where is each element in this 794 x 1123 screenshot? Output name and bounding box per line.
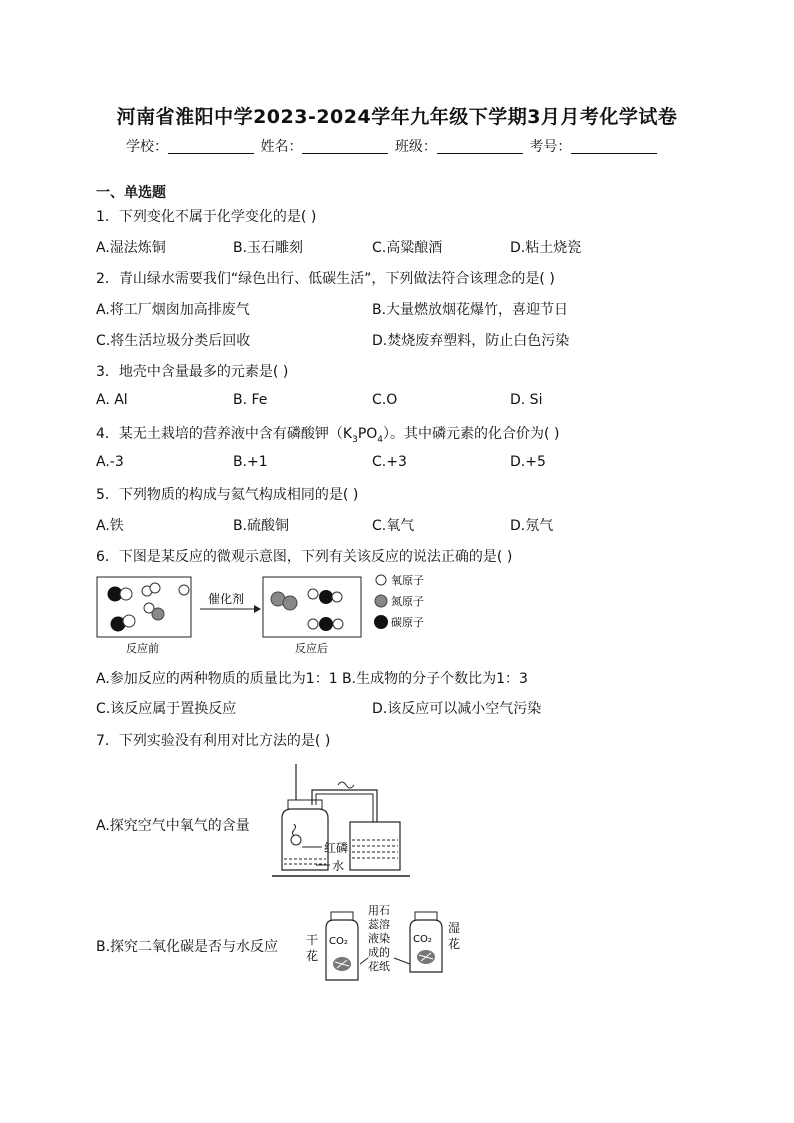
q5-option-c: C.氧气 <box>372 518 415 534</box>
section-heading: 一、单选题 <box>96 185 166 201</box>
reaction-diagram <box>94 572 444 658</box>
q1-option-c: C.高粱酿酒 <box>372 240 443 256</box>
before-label: 反应前 <box>126 642 159 655</box>
q4-option-c: C.+3 <box>372 454 407 470</box>
nitrogen-legend-dot <box>375 595 387 607</box>
wet-flower-label-1: 湿 <box>448 921 461 935</box>
q2-option-c: C.将生活垃圾分类后回收 <box>96 333 251 349</box>
q4-stem-mid: PO <box>357 426 378 442</box>
q3-option-c: C.O <box>372 392 398 408</box>
class-label: 班级： <box>394 139 437 155</box>
school-label: 学校： <box>126 139 168 155</box>
q3-option-b: B. Fe <box>233 392 268 408</box>
q1-stem: 1．下列变化不属于化学变化的是( ) <box>96 209 317 225</box>
q4-sub-4: 4 <box>377 434 384 445</box>
q1-option-b: B.玉石雕刻 <box>233 240 304 256</box>
legend-nitrogen: 氮原子 <box>391 595 424 608</box>
name-label: 姓名： <box>260 139 303 155</box>
svg-text:花纸: 花纸 <box>368 960 390 973</box>
co2-water-apparatus <box>302 902 468 994</box>
legend-carbon: 碳原子 <box>391 616 424 629</box>
q4-option-a: A.-3 <box>96 454 124 470</box>
q3-option-a: A. Al <box>96 392 128 408</box>
dry-flower-label-2: 花 <box>306 949 319 963</box>
q4-stem-post: ）。其中磷元素的化合价为( ) <box>383 426 560 442</box>
school-blank <box>168 139 254 154</box>
oxygen-content-apparatus <box>272 760 412 880</box>
wet-flower-label-2: 花 <box>448 937 461 951</box>
q2-option-d: D.焚烧废弃塑料，防止白色污染 <box>372 333 570 349</box>
q7-stem: 7．下列实验没有利用对比方法的是( ) <box>96 733 331 749</box>
svg-text:液染: 液染 <box>368 932 390 945</box>
q5-option-d: D.氖气 <box>510 518 554 534</box>
oxygen-legend-dot <box>376 575 386 585</box>
q5-stem: 5．下列物质的构成与氦气构成相同的是( ) <box>96 487 359 503</box>
q5-option-b: B.硫酸铜 <box>233 518 290 534</box>
carbon-legend-dot <box>374 615 388 629</box>
q4-stem <box>96 423 559 445</box>
q6-option-c: C.该反应属于置换反应 <box>96 701 237 717</box>
q2-stem: 2．青山绿水需要我们“绿色出行、低碳生活”，下列做法符合该理念的是( ) <box>96 271 555 287</box>
svg-text:蕊溶: 蕊溶 <box>368 918 390 931</box>
red-phosphorus-label: 红磷 <box>324 841 349 855</box>
q5-option-a: A.铁 <box>96 518 124 534</box>
middle-caption <box>368 904 390 973</box>
number-blank <box>571 139 657 154</box>
q6-option-ab: A.参加反应的两种物质的质量比为1：1 B.生成物的分子个数比为1：3 <box>96 671 528 687</box>
q2-option-a: A.将工厂烟囱加高排废气 <box>96 302 250 318</box>
dry-flower-label-1: 干 <box>306 933 319 947</box>
svg-text:成的: 成的 <box>368 946 390 959</box>
q2-option-b: B.大量燃放烟花爆竹，喜迎节日 <box>372 302 569 318</box>
name-blank <box>302 139 388 154</box>
q3-option-d: D. Si <box>510 392 543 408</box>
class-blank <box>437 139 523 154</box>
svg-text:用石: 用石 <box>368 904 390 917</box>
number-label: 考号： <box>529 139 572 155</box>
q7-option-a: A.探究空气中氧气的含量 <box>96 818 250 834</box>
q4-stem-pre: 4．某无土栽培的营养液中含有磷酸钾（K <box>96 426 353 442</box>
q3-stem: 3．地壳中含量最多的元素是( ) <box>96 364 289 380</box>
q1-option-a: A.湿法炼铜 <box>96 240 166 256</box>
q4-option-d: D.+5 <box>510 454 546 470</box>
q6-option-d: D.该反应可以减小空气污染 <box>372 701 542 717</box>
q1-option-d: D.粘土烧瓷 <box>510 240 582 256</box>
q4-sub-3: 3 <box>352 434 358 445</box>
water-label: 水 <box>332 859 345 873</box>
q6-stem: 6．下图是某反应的微观示意图，下列有关该反应的说法正确的是( ) <box>96 549 513 565</box>
page-title: 河南省淮阳中学2023-2024学年九年级下学期3月月考化学试卷 <box>116 106 678 128</box>
q4-option-b: B.+1 <box>233 454 268 470</box>
q7-option-b: B.探究二氧化碳是否与水反应 <box>96 939 279 955</box>
co2-left: CO₂ <box>329 936 348 947</box>
student-info-row <box>126 136 659 156</box>
co2-right: CO₂ <box>413 934 432 945</box>
catalyst-label: 催化剂 <box>208 592 245 606</box>
after-label: 反应后 <box>295 642 328 655</box>
legend-oxygen: 氧原子 <box>391 574 424 587</box>
